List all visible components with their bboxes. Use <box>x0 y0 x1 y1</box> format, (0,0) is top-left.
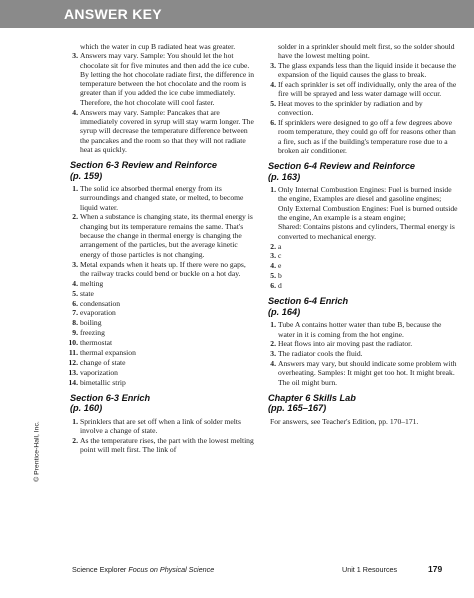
item-number: 6. <box>72 298 78 308</box>
item-text: Answers may vary. Sample: Pancakes that are immediately covered in syrup will stay warm longer. The syrup will decrease the temperature difference between the pancakes and the room so that they will not radiate heat as quickly. <box>80 107 254 154</box>
section-pages: (p. 160) <box>70 403 103 414</box>
list-item <box>70 279 256 288</box>
item-number: 4. <box>270 261 276 271</box>
list-item <box>268 281 458 290</box>
item-number: 3. <box>72 51 78 61</box>
item-text: Answers may vary. Sample: You should let the hot chocolate sit for five minutes and then add the ice cube. By letting the hot chocolate radiate first, the difference in temperature between the hot chocolate and the room is greater than if you added the ice cube immediately. Therefore, the hot chocolate will cool faster. <box>80 51 255 107</box>
section-title: Section 6-3 Review and Reinforce <box>70 160 218 171</box>
item-line: Only Internal Combustion Engines: Fuel is burned inside the engine, Examples are diesel and gasoline engines; <box>278 185 452 204</box>
item-text: bimetallic strip <box>80 377 126 387</box>
item-text: thermostat <box>80 338 113 348</box>
item-number: 11. <box>68 347 78 357</box>
item-number: 3. <box>270 60 276 70</box>
item-number: 2. <box>72 212 78 222</box>
list-item <box>70 108 256 154</box>
list-item <box>268 185 458 241</box>
item-number: 4. <box>72 278 78 288</box>
page-title: ANSWER KEY <box>64 6 162 22</box>
copyright-sidebar <box>30 400 44 510</box>
list-item <box>70 318 256 327</box>
teacher-edition-note: For answers, see Teacher's Edition, pp. 170–171. <box>270 416 419 426</box>
answer-list-a <box>70 51 256 154</box>
item-number: 1. <box>72 416 78 426</box>
list-item <box>70 358 256 367</box>
list-item <box>268 242 458 251</box>
list-item <box>268 261 458 270</box>
list-item <box>70 51 256 107</box>
item-number: 5. <box>270 98 276 108</box>
item-number: 7. <box>72 308 78 318</box>
list-item <box>70 308 256 317</box>
section-pages: (p. 159) <box>70 170 103 181</box>
item-text: Metal expands when it heats up. If there were no gaps, the railway tracks could bend or buckle on a hot day. <box>80 259 246 278</box>
book-title <box>72 565 214 574</box>
item-number: 3. <box>72 259 78 269</box>
item-number: 4. <box>72 107 78 117</box>
answer-list-a <box>268 61 458 156</box>
list-item <box>268 99 458 118</box>
list-item <box>70 368 256 377</box>
book-series: Science Explorer <box>72 565 127 574</box>
page-footer <box>0 565 474 579</box>
resource-label: Unit 1 Resources <box>342 565 398 574</box>
item-text: freezing <box>80 328 105 338</box>
item-number: 13. <box>68 367 78 377</box>
list-item <box>268 349 458 358</box>
item-text: e <box>278 261 282 271</box>
answer-list-b-rest <box>268 242 458 291</box>
left-column <box>70 42 256 455</box>
item-line: Only External Combustion Engines: Fuel is burned outside the engine, An example is a steam engine; <box>278 203 458 223</box>
item-number: 2. <box>270 241 276 251</box>
item-text: thermal expansion <box>80 347 136 357</box>
list-item <box>70 260 256 279</box>
item-number: 1. <box>270 185 276 195</box>
section-pages: (p. 163) <box>268 171 301 182</box>
item-line: Shared: Contains pistons and cylinders, Thermal energy is converted to mechanical energy. <box>278 222 455 241</box>
item-text: The glass expands less than the liquid inside it because the expansion of the liquid causes the glass to break. <box>278 60 456 79</box>
list-item <box>268 251 458 260</box>
section-heading <box>70 393 256 414</box>
item-number: 4. <box>270 79 276 89</box>
list-item <box>268 271 458 280</box>
list-item <box>70 348 256 357</box>
list-item <box>70 212 256 258</box>
item-number: 4. <box>270 359 276 369</box>
item-text: The radiator cools the fluid. <box>278 349 363 359</box>
item-number: 5. <box>270 271 276 281</box>
item-text: change of state <box>80 357 126 367</box>
item-text: boiling <box>80 318 102 328</box>
item-number: 1. <box>72 183 78 193</box>
item-number: 3. <box>270 349 276 359</box>
list-item <box>268 61 458 80</box>
section-heading <box>268 161 458 182</box>
item-text: Heat moves to the sprinkler by radiation and by convection. <box>278 98 423 118</box>
list-item <box>268 339 458 348</box>
answer-list-c <box>268 320 458 387</box>
item-number: 6. <box>270 118 276 128</box>
item-text: Sprinklers that are set off when a link of solder melts involve a change of state. <box>80 416 241 436</box>
section-heading <box>268 393 458 414</box>
list-item <box>70 328 256 337</box>
section-pages: (p. 164) <box>268 306 301 317</box>
item-number: 9. <box>72 328 78 338</box>
item-number: 5. <box>72 288 78 298</box>
item-number: 1. <box>270 320 276 330</box>
item-number: 2. <box>72 435 78 445</box>
right-column <box>268 42 458 426</box>
item-text: b <box>278 271 282 281</box>
item-text: a <box>278 241 282 251</box>
item-text: When a substance is changing state, its thermal energy is changing but its temperature remains the same. That's because the change in thermal energy is changing the arrangement of the particles, but the average kinetic energy of those particles is not changing. <box>80 212 253 259</box>
page-number: 179 <box>428 564 443 574</box>
item-number: 12. <box>68 357 78 367</box>
list-item <box>268 359 458 387</box>
item-number: 10. <box>68 338 78 348</box>
list-item <box>70 338 256 347</box>
section-title: Section 6-4 Review and Reinforce <box>268 161 416 172</box>
answer-list-b <box>268 185 458 241</box>
list-item <box>70 299 256 308</box>
continued-paragraph: solder in a sprinkler should melt first, so the solder should have the lowest melting point. <box>278 42 455 61</box>
copyright-text: © Prentice-Hall, Inc. <box>33 421 41 482</box>
item-number: 14. <box>68 377 78 387</box>
item-text: Answers may vary, but should indicate some problem with overheating. Samples: It might get too hot. It might break. The oil might burn. <box>278 359 457 387</box>
section-heading <box>70 160 256 181</box>
continued-paragraph: which the water in cup B radiated heat was greater. <box>80 42 236 51</box>
item-text: vaporization <box>80 367 118 377</box>
item-text: Tube A contains hotter water than tube B, because the water in it is coming from the hot engine. <box>278 320 442 339</box>
list-item <box>70 289 256 298</box>
item-number: 3. <box>270 251 276 261</box>
item-text: If each sprinkler is set off individually, only the area of the fire will be sprayed and less water damage will occur. <box>278 79 457 99</box>
item-number: 6. <box>270 281 276 291</box>
list-item <box>268 118 458 155</box>
item-text: c <box>278 251 282 261</box>
list-item <box>268 320 458 339</box>
item-text: state <box>80 288 94 298</box>
item-text: condensation <box>80 298 121 308</box>
list-item <box>70 436 256 455</box>
list-item <box>70 184 256 212</box>
section-title: Chapter 6 Skills Lab <box>268 393 356 404</box>
section-title: Section 6-4 Enrich <box>268 296 349 307</box>
answer-list-b <box>70 184 256 387</box>
item-text: melting <box>80 278 104 288</box>
answer-key-header <box>0 0 474 28</box>
item-text: d <box>278 281 282 291</box>
item-text: Heat flows into air moving past the radiator. <box>278 339 413 349</box>
answer-list-c <box>70 417 256 455</box>
item-text: The solid ice absorbed thermal energy from its surroundings and changed state, or melted, to become liquid water. <box>80 183 244 212</box>
list-item <box>268 80 458 99</box>
item-text: As the temperature rises, the part with the lowest melting point will melt first. The link of <box>80 435 254 455</box>
section-heading <box>268 296 458 317</box>
section-title: Section 6-3 Enrich <box>70 392 151 403</box>
section-pages: (pp. 165–167) <box>268 403 327 414</box>
item-number: 8. <box>72 318 78 328</box>
item-text: If sprinklers were designed to go off a few degrees above room temperature, they could go off for reasons other than a fire, such as if the building's temperature rose due to a broken air conditioner. <box>278 118 456 156</box>
list-item <box>70 417 256 436</box>
book-subtitle: Focus on Physical Science <box>128 565 215 574</box>
list-item <box>70 378 256 387</box>
item-number: 2. <box>270 339 276 349</box>
item-text: evaporation <box>80 308 116 318</box>
